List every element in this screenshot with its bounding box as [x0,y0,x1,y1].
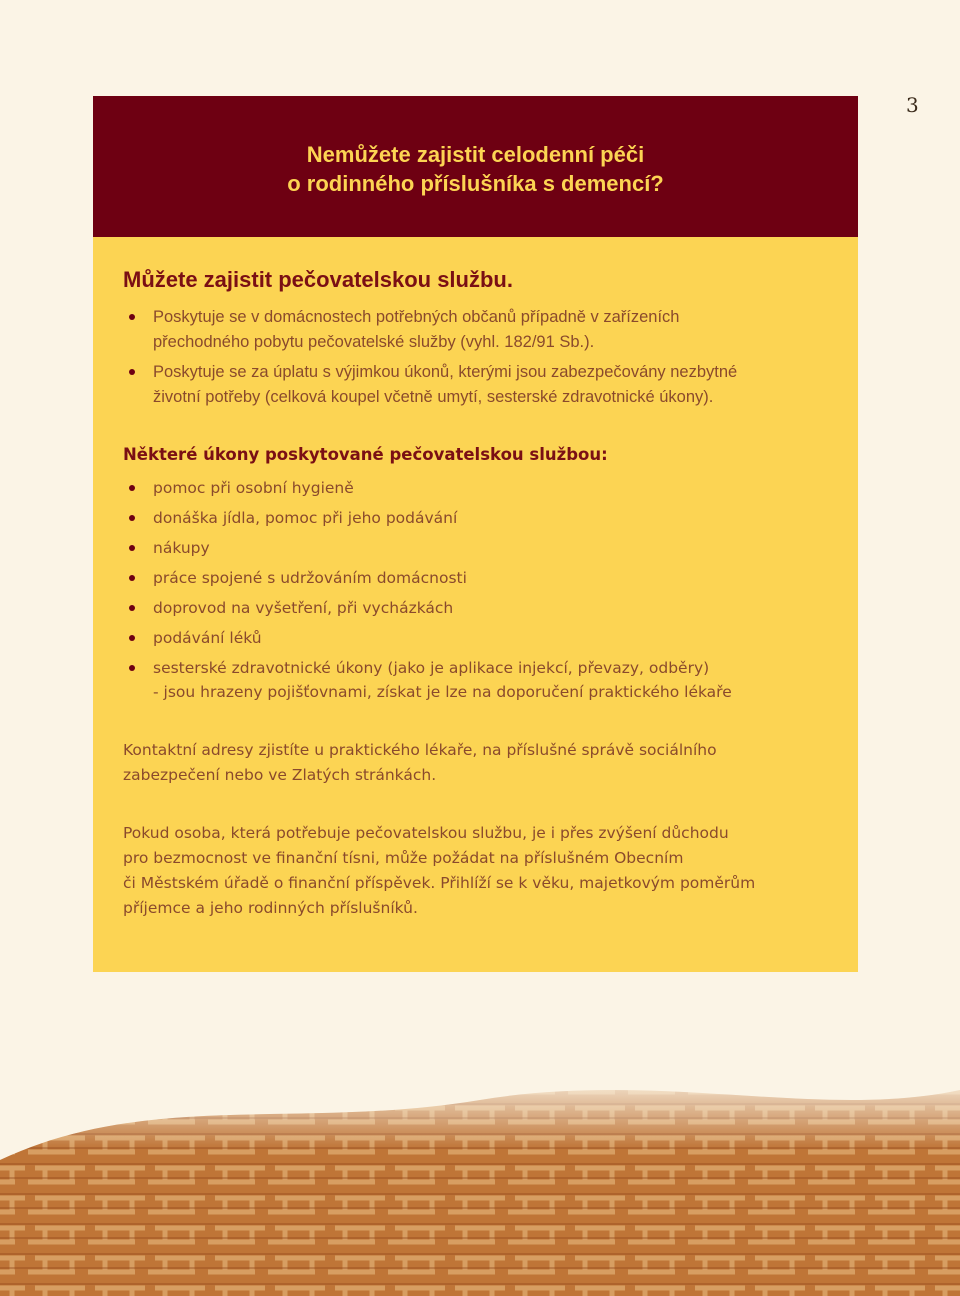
paragraph-line: pro bezmocnost ve finanční tísni, může požádat na příslušném Obecním [123,849,684,867]
service-item [123,506,823,530]
header-title-line: o rodinného příslušníka s demencí? [287,171,664,196]
intro-item-line: přechodného pobytu pečovatelské služby (vyhl. 182/91 Sb.). [153,333,595,351]
service-item-label: podávání léků [153,629,262,647]
intro-item-line: Poskytuje se v domácnostech potřebných občanů případně v zařízeních [153,308,680,326]
service-item [123,536,823,560]
intro-item-line: životní potřeby (celková koupel včetně umytí, sesterské zdravotnické úkony). [153,388,714,406]
services-list [123,476,823,710]
bullet-icon [129,635,135,641]
contact-paragraph [123,738,823,788]
service-item [123,596,823,620]
paragraph-line: Pokud osoba, která potřebuje pečovatelskou službu, je i přes zvýšení důchodu [123,824,729,842]
main-heading: Můžete zajistit pečovatelskou službu. [123,267,513,292]
intro-item [123,360,823,410]
bullet-icon [129,545,135,551]
service-item-label: donáška jídla, pomoc při jeho podávání [153,509,458,527]
service-item [123,626,823,650]
paragraph-line: Kontaktní adresy zjistíte u praktického lékaře, na příslušné správě sociálního [123,741,717,759]
info-panel [93,96,858,972]
intro-item [123,305,823,355]
intro-item-line: Poskytuje se za úplatu s výjimkou úkonů, kterými jsou zabezpečovány nezbytné [153,363,738,381]
service-item-label: nákupy [153,539,210,557]
service-item-line: sesterské zdravotnické úkony (jako je aplikace injekcí, převazy, odběry) [153,659,710,677]
page-number: 3 [906,93,919,117]
bullet-icon [129,665,135,671]
service-item [123,476,823,500]
bullet-icon [129,314,135,320]
bullet-icon [129,369,135,375]
header-title-line: Nemůžete zajistit celodenní péči [306,142,645,167]
bullet-icon [129,605,135,611]
service-item-label: doprovod na vyšetření, při vycházkách [153,599,454,617]
service-item [123,656,823,704]
service-item-line: - jsou hrazeny pojišťovnami, získat je lze na doporučení praktického lékaře [153,683,732,701]
intro-list [123,305,823,415]
paragraph-line: či Městském úřadě o finanční příspěvek. Přihlíží se k věku, majetkovým poměrům [123,874,756,892]
allowance-paragraph [123,821,823,921]
bullet-icon [129,515,135,521]
service-item-label: pomoc při osobní hygieně [153,479,354,497]
paragraph-line: zabezpečení nebo ve Zlatých stránkách. [123,766,437,784]
paragraph-line: příjemce a jeho rodinných příslušníků. [123,899,418,917]
bullet-icon [129,485,135,491]
header-title [93,140,858,198]
header-band [93,96,858,237]
bullet-icon [129,575,135,581]
service-item [123,566,823,590]
maze-illustration [0,1070,960,1296]
services-heading: Některé úkony poskytované pečovatelskou službou: [123,445,608,464]
service-item-label: práce spojené s udržováním domácnosti [153,569,467,587]
